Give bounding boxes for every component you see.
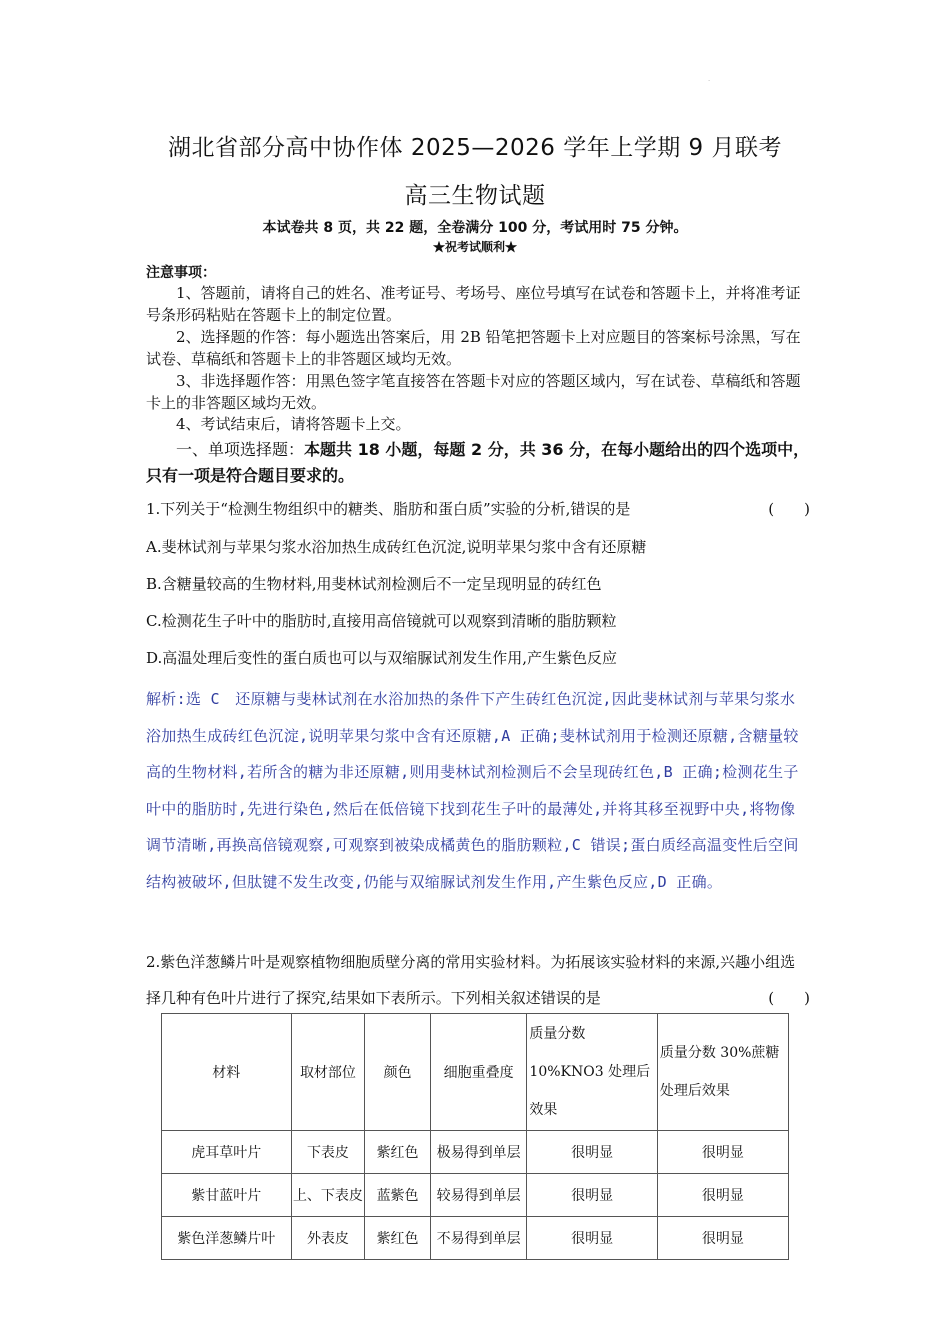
note-item: 4、考试结束后，请将答题卡上交。 bbox=[176, 415, 411, 433]
table-cell: 紫红色 bbox=[365, 1131, 431, 1174]
table-cell: 不易得到单层 bbox=[430, 1217, 527, 1260]
table-cell: 上、下表皮 bbox=[291, 1174, 365, 1217]
option-d: D.高温处理后变性的蛋白质也可以与双缩脲试剂发生作用,产生紫色反应 bbox=[146, 649, 618, 667]
table-cell: 很明显 bbox=[527, 1217, 657, 1260]
section-heading bbox=[146, 437, 810, 489]
table-cell: 虎耳草叶片 bbox=[162, 1131, 292, 1174]
table-header: 材料 bbox=[162, 1014, 292, 1131]
note-item: 1、答题前，请将自己的姓名、准考证号、考场号、座位号填写在试卷和答题卡上，并将准考证号条形码粘贴在答题卡上的制定位置。 bbox=[146, 284, 801, 324]
answer-parentheses: ( ) bbox=[768, 500, 810, 518]
table-row bbox=[162, 1174, 789, 1217]
experiment-table bbox=[161, 1013, 789, 1260]
table-cell: 紫甘蓝叶片 bbox=[162, 1174, 292, 1217]
table-cell: 很明显 bbox=[527, 1131, 657, 1174]
table-cell: 很明显 bbox=[657, 1217, 788, 1260]
table-cell: 紫红色 bbox=[365, 1217, 431, 1260]
table-cell: 很明显 bbox=[527, 1174, 657, 1217]
table-header-row bbox=[162, 1014, 789, 1131]
table-cell: 很明显 bbox=[657, 1131, 788, 1174]
table-header: 质量分数 30%蔗糖处理后效果 bbox=[657, 1014, 788, 1131]
table-cell: 外表皮 bbox=[291, 1217, 365, 1260]
option-c: C.检测花生子叶中的脂肪时,直接用高倍镜就可以观察到清晰的脂肪颗粒 bbox=[146, 612, 617, 630]
table-header: 细胞重叠度 bbox=[430, 1014, 527, 1131]
option-a: A.斐林试剂与苹果匀浆水浴加热生成砖红色沉淀,说明苹果匀浆中含有还原糖 bbox=[146, 538, 647, 556]
question-1-stem bbox=[146, 498, 810, 520]
exam-title: 湖北省部分高中协作体 2025—2026 学年上学期 9 月联考 bbox=[168, 135, 782, 161]
table-cell: 较易得到单层 bbox=[430, 1174, 527, 1217]
table-cell: 下表皮 bbox=[291, 1131, 365, 1174]
scan-dot: · bbox=[708, 78, 710, 85]
notes-title: 注意事项： bbox=[146, 265, 216, 281]
answer-parentheses: ( ) bbox=[768, 989, 810, 1007]
table-row bbox=[162, 1217, 789, 1260]
table-cell: 蓝紫色 bbox=[365, 1174, 431, 1217]
question-2-stem bbox=[146, 944, 810, 1016]
table-row bbox=[162, 1131, 789, 1174]
exam-info: 本试卷共 8 页，共 22 题，全卷满分 100 分，考试用时 75 分钟。 bbox=[262, 220, 688, 236]
table-header: 颜色 bbox=[365, 1014, 431, 1131]
table-header: 取材部位 bbox=[291, 1014, 365, 1131]
table-header: 质量分数 10%KNO3 处理后效果 bbox=[527, 1014, 657, 1131]
exam-subtitle: 高三生物试题 bbox=[404, 183, 546, 209]
table-cell: 极易得到单层 bbox=[430, 1131, 527, 1174]
note-item: 2、选择题的作答：每小题选出答案后，用 2B 铅笔把答题卡上对应题目的答案标号涂黑，写在试卷、草稿纸和答题卡上的非答题区域均无效。 bbox=[146, 328, 801, 368]
question-text: 1.下列关于“检测生物组织中的糖类、脂肪和蛋白质”实验的分析,错误的是 bbox=[146, 500, 631, 518]
option-b: B.含糖量较高的生物材料,用斐林试剂检测后不一定呈现明显的砖红色 bbox=[146, 575, 602, 593]
section-prefix: 一、单项选择题： bbox=[176, 440, 305, 459]
section-description: 本题共 18 小题，每题 2 分，共 36 分，在每小题给出的四个选项中，只有一项是符合题目要求的。 bbox=[146, 440, 810, 485]
table-cell: 紫色洋葱鳞片叶 bbox=[162, 1217, 292, 1260]
good-luck-text: ★祝考试顺利★ bbox=[432, 240, 517, 254]
table-cell: 很明显 bbox=[657, 1174, 788, 1217]
question-text: 2.紫色洋葱鳞片叶是观察植物细胞质壁分离的常用实验材料。为拓展该实验材料的来源,兴趣小组选择几种有色叶片进行了探究,结果如下表所示。下列相关叙述错误的是 bbox=[146, 953, 796, 1007]
note-item: 3、非选择题作答：用黑色签字笔直接答在答题卡对应的答题区域内，写在试卷、草稿纸和答题卡上的非答题区域均无效。 bbox=[146, 372, 801, 412]
question-1-analysis: 解析:选 C 还原糖与斐林试剂在水浴加热的条件下产生砖红色沉淀,因此斐林试剂与苹果匀浆水浴加热生成砖红色沉淀,说明苹果匀浆中含有还原糖,A 正确;斐林试剂用于检测还原糖,含糖量较高的生物材料,若所含的糖为非还原糖,则用斐林试剂检测后不会呈现砖红色,B 正确;检测花生子叶中的脂肪时,先进行染色,然后在低倍镜下找到花生子叶的最薄处,并将其移至视野中央,将物像调节清晰,再换高倍镜观察,可观察到被染成橘黄色的脂肪颗粒,C 错误;蛋白质经高温变性后空间结构被破坏,但肽键不发生改变,仍能与双缩脲试剂发生作用,产生紫色反应,D 正确。 bbox=[146, 690, 799, 891]
